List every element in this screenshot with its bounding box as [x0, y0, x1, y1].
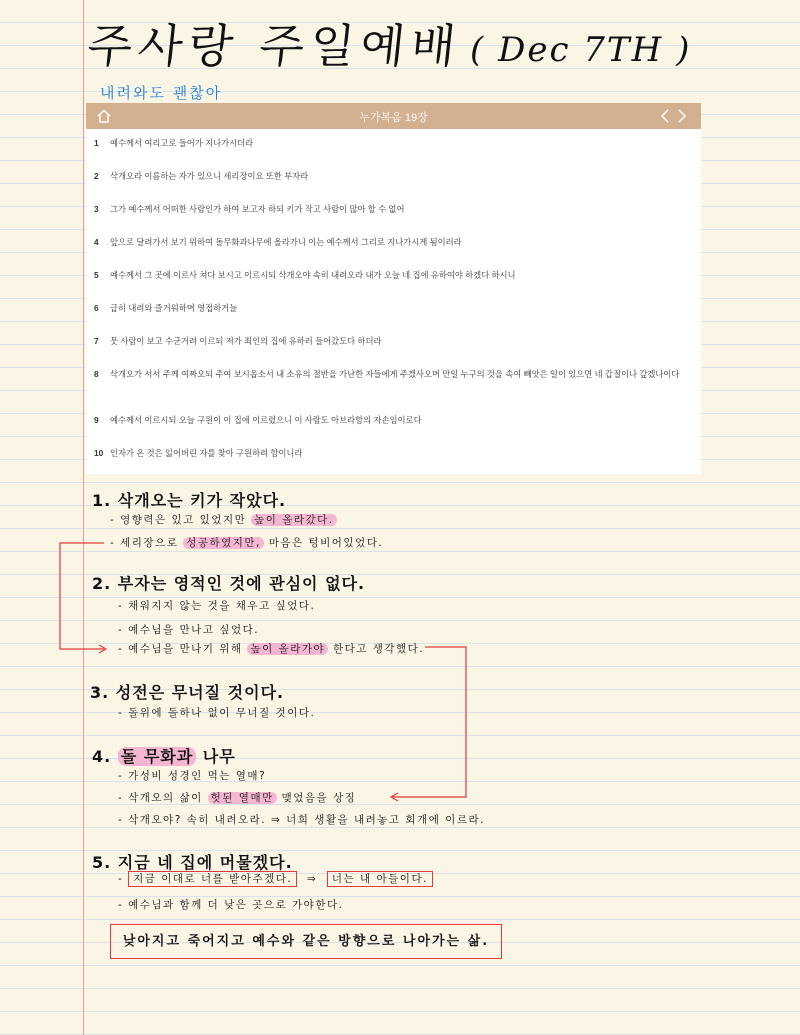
- note-text: - 영향력은 있고 있었지만: [110, 514, 247, 526]
- verse-text: 그가 예수께서 어떠한 사람인가 하여 보고자 하되 키가 작고 사람이 많아 할 수 없어: [110, 204, 405, 214]
- implies-arrow: ⇒: [306, 873, 318, 885]
- verse-text: 예수께서 그 곳에 이르사 쳐다 보시고 이르시되 삭개오야 속히 내려오라 내가 오늘 네 집에 유하여야 하겠다 하시니: [110, 270, 516, 280]
- conclusion-box: 낮아지고 죽어지고 예수와 같은 방향으로 나아가는 삶.: [110, 924, 502, 959]
- highlight-text: 높이 올라가야: [247, 643, 328, 655]
- verse-text: 예수께서 이르시되 오늘 구원이 이 집에 이르렀으니 이 사람도 아브라함의 자손임이로다: [110, 415, 422, 425]
- note-heading-3: 3. 성전은 무너질 것이다.: [90, 683, 285, 702]
- page-title: 주사랑 주일예배: [84, 19, 465, 73]
- note-text: - 세리장으로: [110, 537, 179, 549]
- note-text: 한다고 생각했다.: [332, 643, 425, 655]
- verse-number: 2: [94, 171, 99, 181]
- note-line: - 예수님을 만나고 싶었다.: [118, 624, 260, 636]
- highlight-text: 헛된 열매만: [208, 792, 277, 804]
- verse-number: 3: [94, 204, 99, 214]
- highlight-text: 높이 올라갔다.: [251, 514, 337, 526]
- note-line: - 채워지지 않는 것을 채우고 싶었다.: [118, 600, 316, 612]
- note-line: - 돌위에 돌하나 없이 무너질 것이다.: [118, 707, 316, 719]
- verse-text: 급히 내려와 즐거워하며 영접하거늘: [110, 303, 238, 313]
- note-text: 4.: [92, 747, 112, 766]
- verse-text: 삭개오가 서서 주께 여짜오되 주여 보시옵소서 내 소유의 절반을 가난한 자들에게 주겠사오며 만일 누구의 것을 속여 빼앗은 일이 있으면 네 갑절이나 갚겠나이다: [110, 369, 680, 379]
- note-heading-1: 1. 삭개오는 키가 작았다.: [92, 491, 287, 510]
- verse-number: 7: [94, 336, 99, 346]
- verse-text: 뭇 사람이 보고 수군거려 이르되 저가 죄인의 집에 유하러 들어갔도다 하더라: [110, 336, 382, 346]
- verse-number: 10: [94, 448, 104, 458]
- note-text: - 예수님을 만나기 위해: [118, 643, 243, 655]
- verse-number: 6: [94, 303, 99, 313]
- verse-text: 예수께서 여리고로 들어가 지나가시더라: [110, 138, 254, 148]
- verse-text: 인자가 온 것은 잃어버린 자를 찾아 구원하려 함이니라: [110, 448, 303, 458]
- page-date: ( Dec 7TH ): [470, 30, 692, 70]
- connector-line-2: [392, 647, 466, 797]
- note-heading-2: 2. 부자는 영적인 것에 관심이 없다.: [92, 574, 366, 593]
- note-line: - 예수님과 함께 더 낮은 곳으로 가야한다.: [118, 899, 344, 911]
- verse-number: 9: [94, 415, 99, 425]
- verse-number: 8: [94, 369, 99, 379]
- verse-number: 4: [94, 237, 99, 247]
- verse-number: 5: [94, 270, 99, 280]
- note-line: - 지금 이대로 너를 받아주겠다. ⇒ 너는 내 아들이다.: [118, 871, 433, 886]
- connector-line-1: [60, 543, 104, 649]
- chapter-title: 누가복음 19장: [359, 112, 428, 124]
- note-text: 마음은 텅비어있었다.: [268, 537, 384, 549]
- note-text: 맺었음을 상징: [281, 792, 357, 804]
- verse-number: 1: [94, 138, 99, 148]
- note-line: - 가성비 성경인 먹는 열매?: [118, 770, 267, 782]
- highlight-text: 성공하였지만,: [183, 537, 264, 549]
- boxed-text: 지금 이대로 너를 받아주겠다.: [128, 871, 297, 887]
- note-line: - 삭개오야? 속히 내려오라. ⇒ 너희 생활을 내려놓고 회개에 이르라.: [118, 814, 485, 826]
- highlight-text: 돌 무화과: [118, 747, 196, 766]
- verse-text: 삭개오라 이름하는 자가 있으니 세리장이요 또한 부자라: [110, 171, 309, 181]
- note-heading-5: 5. 지금 네 집에 머물겠다.: [92, 853, 293, 872]
- note-text: 나무: [202, 747, 236, 766]
- boxed-text: 너는 내 아들이다.: [327, 871, 433, 887]
- sermon-subtitle: 내려와도 괜찮아: [100, 84, 223, 102]
- verse-text: 앞으로 달려가서 보기 위하여 돌무화과나무에 올라가니 이는 예수께서 그리로 지나가시게 됨이러라: [110, 237, 462, 247]
- note-text: - 삭개오의 삶이: [118, 792, 203, 804]
